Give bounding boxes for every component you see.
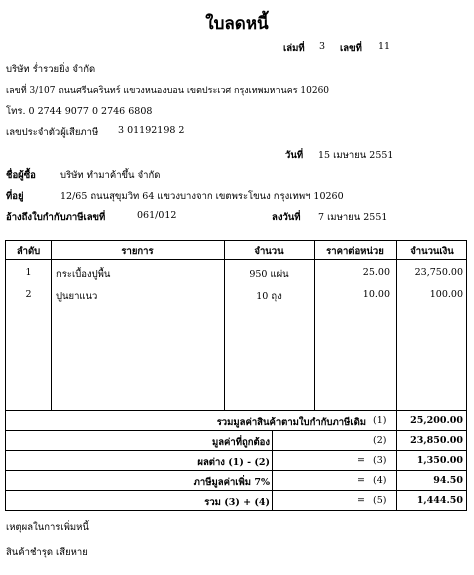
summary-4-ref: (4) [373, 475, 387, 486]
summary-row-5 [5, 491, 467, 511]
summary-1-ref: (1) [373, 415, 387, 426]
reference-invoice-number: 061/012 [137, 210, 177, 221]
summary-4-value: 94.50 [433, 475, 463, 486]
document-title: ใบลดหนี้ [205, 14, 269, 34]
summary-row-3 [5, 451, 467, 471]
summary-1-label: รวมมูลค่าสินค้าตามใบกำกับภาษีเดิม [216, 417, 366, 428]
date-value: 15 เมษายน 2551 [318, 150, 394, 161]
header-amount: จำนวนเงิน [410, 246, 454, 257]
summary-3-ref: (3) [373, 455, 387, 466]
summary-4-label: ภาษีมูลค่าเพิ่ม 7% [193, 477, 270, 488]
customer-address-label: ที่อยู่ [6, 191, 24, 202]
seller-address: เลขที่ 3/107 ถนนศรีนครินทร์ แขวงหนองบอน เขตประเวศ กรุงเทพมหานคร 10260 [6, 86, 330, 96]
reason-text: สินค้าชำรุด เสียหาย [6, 547, 88, 558]
summary-row-2 [5, 431, 467, 451]
seller-phone: โทร. 0 2744 9077 0 2746 6808 [6, 106, 153, 117]
seller-name: บริษัท ร่ำรวยยิ่ง จำกัด [6, 64, 96, 75]
table-row-1-price: 25.00 [362, 267, 390, 278]
header-unit-price: ราคาต่อหน่วย [326, 246, 384, 257]
reference-invoice-label: อ้างถึงใบกำกับภาษีเลขที่ [6, 212, 106, 223]
reason-label: เหตุผลในการเพิ่มหนี้ [6, 522, 89, 533]
summary-5-label: รวม (3) + (4) [204, 497, 270, 508]
table-row-2-amount: 100.00 [429, 289, 463, 300]
seller-tax-id-label: เลขประจำตัวผู้เสียภาษี [6, 127, 99, 138]
seller-tax-id: 3 01192198 2 [118, 125, 185, 136]
table-row-1-amount: 23,750.00 [414, 267, 463, 278]
customer-name: บริษัท ทำมาค้าขึ้น จำกัด [60, 170, 161, 181]
summary-3-value: 1,350.00 [416, 455, 463, 466]
table-row-2-no: 2 [25, 289, 32, 300]
table-row-1-item: กระเบื้องปูพื้น [56, 269, 111, 280]
reference-date-label: ลงวันที่ [272, 212, 301, 223]
number-value: 11 [378, 41, 391, 52]
volume-value: 3 [319, 41, 326, 52]
summary-2-label: มูลค่าที่ถูกต้อง [211, 437, 270, 448]
summary-row-1 [5, 411, 467, 431]
table-row-1-no: 1 [25, 267, 32, 278]
number-label: เลขที่ [340, 43, 362, 54]
summary-3-label: ผลต่าง (1) - (2) [197, 457, 270, 468]
reference-date: 7 เมษายน 2551 [318, 212, 388, 223]
customer-name-label: ชื่อผู้ซื้อ [6, 170, 36, 181]
table-row-1-qty: 950 แผ่น [249, 269, 289, 280]
items-table [5, 240, 467, 411]
summary-2-ref: (2) [373, 435, 387, 446]
summary-3-eq: = [357, 455, 365, 466]
table-row-2-item: ปูนยาแนว [56, 291, 98, 302]
summary-5-eq: = [357, 495, 365, 506]
volume-label: เล่มที่ [283, 43, 305, 54]
header-item: รายการ [121, 246, 154, 257]
customer-address: 12/65 ถนนสุขุมวิท 64 แขวงบางจาก เขตพระโขนง กรุงเทพฯ 10260 [60, 191, 344, 202]
summary-1-value: 25,200.00 [410, 415, 463, 426]
summary-2-value: 23,850.00 [410, 435, 463, 446]
header-no: ลำดับ [16, 246, 41, 257]
date-label: วันที่ [285, 150, 304, 161]
summary-row-4 [5, 471, 467, 491]
summary-4-eq: = [357, 475, 365, 486]
summary-5-ref: (5) [373, 495, 387, 506]
summary-5-value: 1,444.50 [416, 495, 463, 506]
table-row-2-qty: 10 ถุง [256, 291, 282, 302]
table-row-2-price: 10.00 [362, 289, 390, 300]
header-qty: จำนวน [254, 246, 284, 257]
